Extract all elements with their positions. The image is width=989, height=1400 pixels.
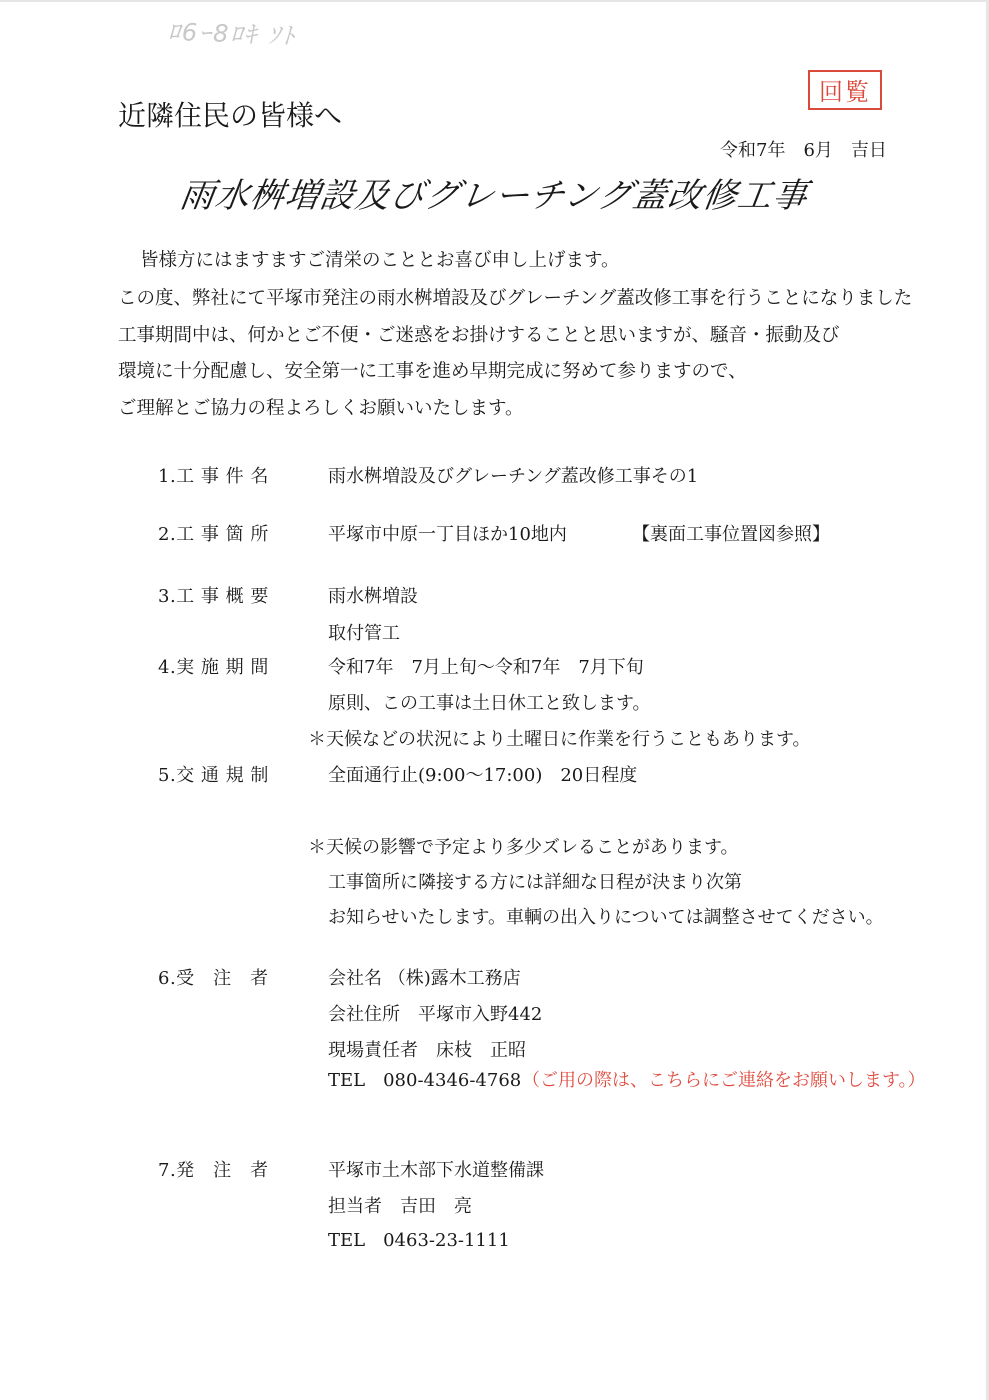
contractor-manager: 現場責任者 床枝 正昭 <box>328 1040 526 1061</box>
item-value-traffic-2: 工事箇所に隣接する方には詳細な日程が決まり次第 <box>328 872 742 893</box>
traffic-note: ＊天候の影響で予定より多少ズレることがあります。 <box>308 837 739 858</box>
body-paragraph-5: ご理解とご協力の程よろしくお願いいたします。 <box>118 398 524 419</box>
location-map-reference: 【裏面工事位置図参照】 <box>632 524 830 545</box>
client-tel: TEL 0463-23-1111 <box>328 1230 510 1251</box>
item-label-overview: 3.工 事 概 要 <box>158 586 269 607</box>
item-value-period-2: 原則、この工事は土日休工と致します。 <box>328 693 651 714</box>
body-paragraph-3: 工事期間中は、何かとご不便・ご迷惑をお掛けすることと思いますが、騒音・振動及び <box>118 325 840 346</box>
contractor-address: 会社住所 平塚市入野442 <box>328 1004 543 1025</box>
handwritten-note: ﾛ6ｰ8ﾛｷ ｿﾄ <box>167 17 297 51</box>
body-paragraph-1: 皆様方にはますますご清栄のこととお喜び申し上げます。 <box>140 250 620 271</box>
item-value-traffic-3: お知らせいたします。車輌の出入りについては調整させてください。 <box>328 907 884 928</box>
contractor-company: 会社名 （株)露木工務店 <box>328 968 521 989</box>
item-label-traffic: 5.交 通 規 制 <box>158 765 269 786</box>
item-label-location: 2.工 事 箇 所 <box>158 524 269 545</box>
period-note: ＊天候などの状況により土曜日に作業を行うこともあります。 <box>308 729 811 750</box>
body-paragraph-2: この度、弊社にて平塚市発注の雨水桝増設及びグレーチング蓋改修工事を行うことになりました <box>118 288 913 309</box>
item-label-contractor: 6.受 注 者 <box>158 968 269 989</box>
contractor-tel: TEL 080-4346-4768 <box>328 1070 522 1091</box>
item-value-traffic-1: 全面通行止(9:00～17:00) 20日程度 <box>328 765 638 786</box>
client-person: 担当者 吉田 亮 <box>328 1196 472 1217</box>
issue-date: 令和7年 6月 吉日 <box>720 140 887 161</box>
item-value-overview-2: 取付管工 <box>328 623 400 644</box>
scan-edge-top <box>0 0 989 2</box>
addressee-heading: 近隣住民の皆様へ <box>118 99 343 132</box>
item-value-location: 平塚市中原一丁目ほか10地内 <box>328 524 567 545</box>
item-value-period-1: 令和7年 7月上旬～令和7年 7月下旬 <box>328 657 644 678</box>
item-value-overview-1: 雨水桝増設 <box>328 586 418 607</box>
item-label-period: 4.実 施 期 間 <box>158 657 269 678</box>
circulation-stamp: 回覧 <box>808 70 882 110</box>
body-paragraph-4: 環境に十分配慮し、安全第一に工事を進め早期完成に努めて参りますので、 <box>118 361 747 382</box>
contractor-tel-note: （ご用の際は、こちらにご連絡をお願いします。） <box>522 1070 926 1091</box>
item-label-client: 7.発 注 者 <box>158 1160 269 1181</box>
item-label-project-name: 1.工 事 件 名 <box>158 466 269 487</box>
client-department: 平塚市土木部下水道整備課 <box>328 1160 544 1181</box>
item-value-project-name: 雨水桝増設及びグレーチング蓋改修工事その1 <box>328 466 699 487</box>
notice-title: 雨水桝増設及びグレーチング蓋改修工事 <box>177 176 811 216</box>
